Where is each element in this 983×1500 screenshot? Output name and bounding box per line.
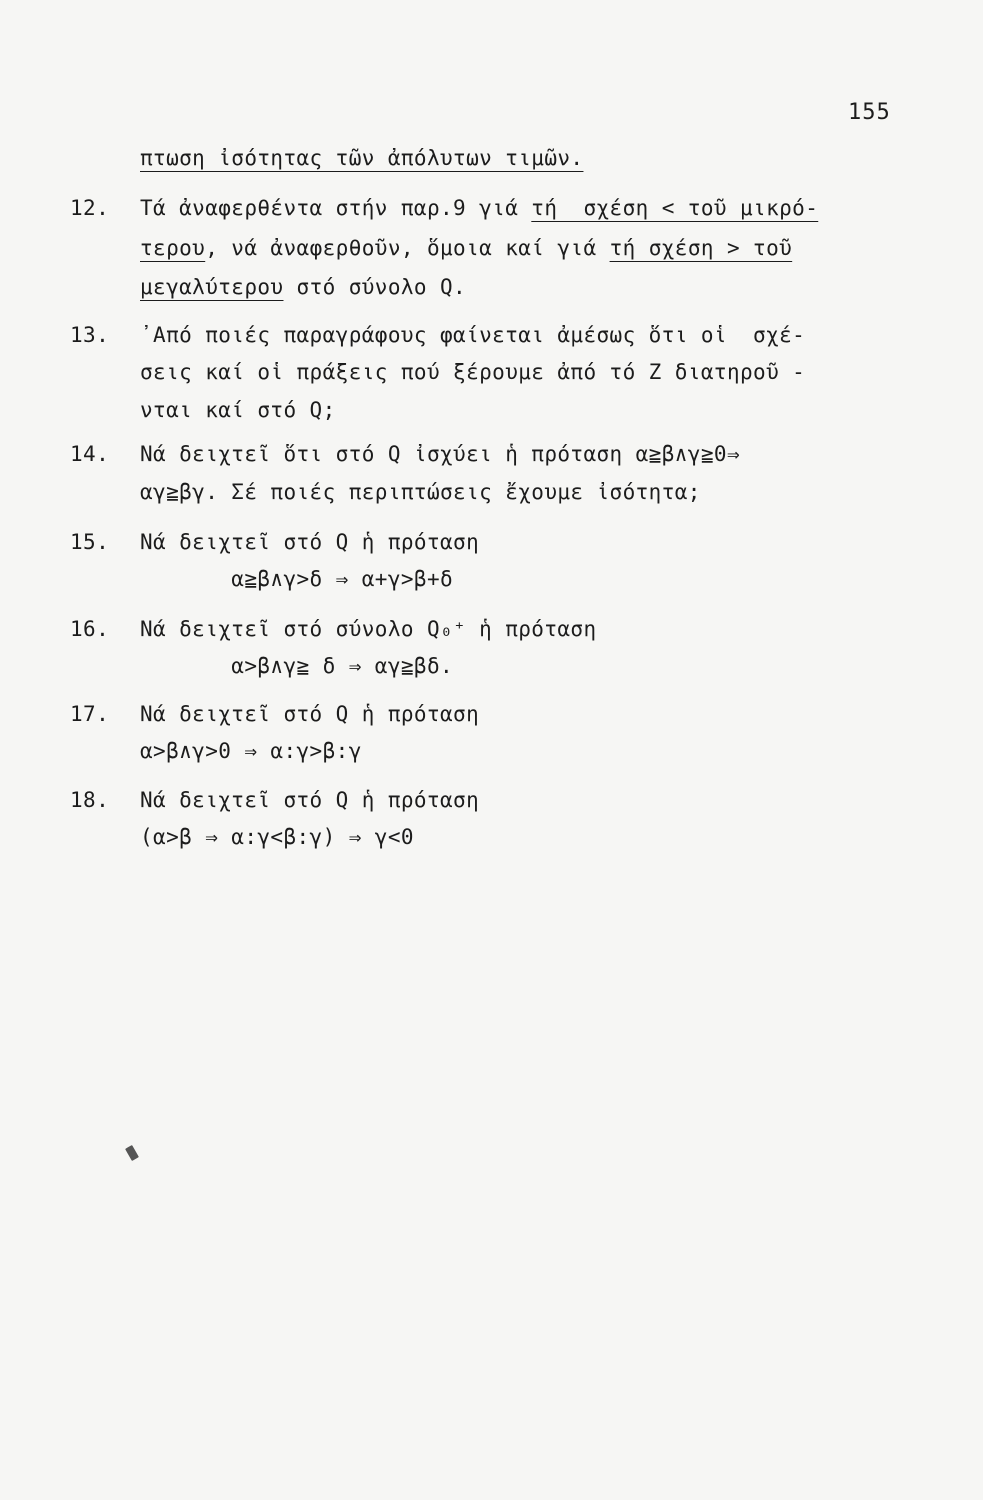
pencil-mark-icon bbox=[125, 1145, 139, 1161]
exercise-line: Νά δειχτεῖ στό σύνολο Q₀⁺ ἡ πρόταση bbox=[140, 617, 597, 641]
exercise-number: 18. bbox=[70, 788, 110, 812]
text: στό σύνολο Q. bbox=[283, 275, 467, 299]
underlined-text: τερου bbox=[140, 236, 206, 260]
underlined-text: μεγαλύτερου bbox=[140, 275, 284, 299]
exercise-number: 17. bbox=[70, 702, 110, 726]
exercise-line bbox=[140, 196, 818, 220]
exercise-line: α>β∧γ>0 ⇒ α:γ>β:γ bbox=[140, 739, 362, 763]
exercise-line: Νά δειχτεῖ στό Q ἡ πρόταση bbox=[140, 530, 480, 554]
exercise-line: Νά δειχτεῖ στό Q ἡ πρόταση bbox=[140, 702, 480, 726]
exercise-line: α≧β∧γ>δ ⇒ α+γ>β+δ bbox=[140, 567, 454, 591]
exercise-number: 15. bbox=[70, 530, 110, 554]
exercise-line bbox=[140, 236, 792, 260]
exercise-line: (α>β ⇒ α:γ<β:γ) ⇒ γ<0 bbox=[140, 825, 414, 849]
exercise-line: νται καί στό Q; bbox=[140, 398, 336, 422]
exercise-line: σεις καί οἱ πράξεις πού ξέρουμε ἀπό τό Z διατηροῦ - bbox=[140, 360, 806, 384]
text: , νά ἀναφερθοῦν, ὅμοια καί γιά bbox=[205, 236, 610, 260]
exercise-line bbox=[140, 275, 466, 299]
exercise-line: α>β∧γ≧ δ ⇒ αγ≧βδ. bbox=[140, 654, 454, 678]
exercise-number: 12. bbox=[70, 196, 110, 220]
exercise-line: Νά δειχτεῖ στό Q ἡ πρόταση bbox=[140, 788, 480, 812]
carryover-line: πτωση ἰσότητας τῶν ἀπόλυτων τιμῶν. bbox=[140, 146, 584, 170]
exercise-line: Νά δειχτεῖ ὅτι στό Q ἰσχύει ἡ πρόταση α≧β∧γ≧0⇒ bbox=[140, 442, 740, 466]
underlined-text: τή σχέση < τοῦ μικρό- bbox=[531, 196, 819, 220]
exercise-number: 13. bbox=[70, 323, 110, 347]
text: Τά ἀναφερθέντα στήν παρ.9 γιά bbox=[140, 196, 532, 220]
page-number: 155 bbox=[848, 100, 891, 125]
underlined-text: τή σχέση > τοῦ bbox=[609, 236, 793, 260]
exercise-number: 14. bbox=[70, 442, 110, 466]
exercise-line: αγ≧βγ. Σέ ποιές περιπτώσεις ἔχουμε ἰσότητα; bbox=[140, 480, 701, 504]
exercise-number: 16. bbox=[70, 617, 110, 641]
exercise-line: ᾿Από ποιές παραγράφους φαίνεται ἀμέσως ὅτι οἱ σχέ- bbox=[140, 323, 806, 347]
